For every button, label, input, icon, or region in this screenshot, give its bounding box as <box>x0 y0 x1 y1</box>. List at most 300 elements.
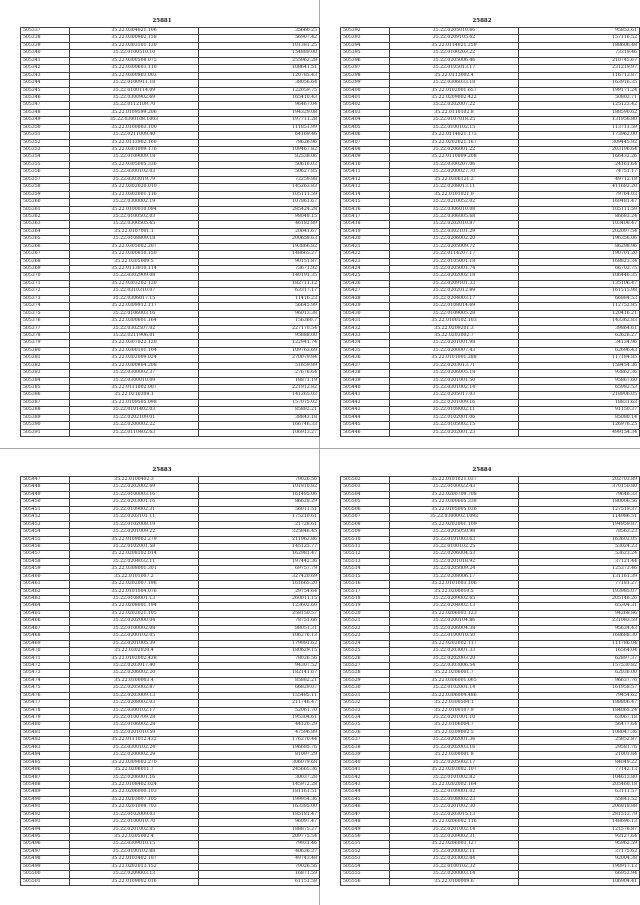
row-id-cell: 505536 <box>341 729 390 736</box>
table-row <box>341 414 640 421</box>
row-id-cell: 505463 <box>21 596 70 603</box>
row-id-cell: 505548 <box>341 819 390 826</box>
amount-cell: 255962.28 <box>199 57 320 64</box>
code-cell: 35.22.0300207.06 <box>390 161 519 168</box>
amount-cell: 11416.23 <box>199 295 320 302</box>
row-id-cell: 505357 <box>21 176 70 183</box>
row-id-cell: 505351 <box>21 132 70 139</box>
amount-cell: 218906.05 <box>519 392 640 399</box>
code-cell: 35.22.0109009.18 <box>70 154 199 161</box>
row-id-cell: 505373 <box>21 295 70 302</box>
amount-cell: 50627.85 <box>199 169 320 176</box>
amount-cell: 113711.59 <box>519 124 640 131</box>
code-cell: 35.22.0300508.075 <box>70 57 199 64</box>
block-title: 25884 <box>472 467 492 473</box>
row-id-cell: 505349 <box>21 117 70 124</box>
table-row <box>341 662 640 669</box>
code-cell: 35.22.0300102.24 <box>70 744 199 751</box>
row-id-cell: 505441 <box>341 392 390 399</box>
code-cell: 35.22.0102009.03 <box>70 811 199 818</box>
table-row <box>341 856 640 863</box>
table-row <box>21 147 320 154</box>
row-id-cell: 505477 <box>21 700 70 707</box>
table-row <box>21 191 320 198</box>
amount-cell: 63317.17 <box>199 288 320 295</box>
table-row <box>341 273 640 280</box>
code-cell: 35.22.0210052.02 <box>390 199 519 206</box>
table-row <box>341 737 640 744</box>
table-row <box>341 715 640 722</box>
table-row <box>21 109 320 116</box>
amount-cell: 56011.51 <box>199 506 320 513</box>
amount-cell: 66702.75 <box>519 266 640 273</box>
amount-cell: 185181.47 <box>199 811 320 818</box>
amount-cell: 84049.22 <box>519 759 640 766</box>
code-cell: 35.22.0109005.28 <box>390 310 519 317</box>
row-id-cell: 505446 <box>341 429 390 436</box>
code-cell: 35.22.0306004.486 <box>390 692 519 699</box>
table-row <box>341 759 640 766</box>
code-cell: 35.22.0202001.23 <box>390 429 519 436</box>
amount-cell: 327420.69 <box>199 573 320 580</box>
amount-cell: 64169.46 <box>199 132 320 139</box>
amount-cell: 111786.04 <box>519 640 640 647</box>
table-row <box>21 161 320 168</box>
amount-cell: 40636.37 <box>199 848 320 855</box>
amount-cell: 79026.56 <box>199 477 320 484</box>
amount-cell: 202703.89 <box>519 477 640 484</box>
row-id-cell: 505437 <box>341 362 390 369</box>
amount-cell: 197711.28 <box>199 117 320 124</box>
row-id-cell: 505364 <box>21 228 70 235</box>
amount-cell: 196356.06 <box>519 236 640 243</box>
row-id-cell: 505350 <box>21 124 70 131</box>
amount-cell: 309445.92 <box>519 139 640 146</box>
row-id-cell: 505551 <box>341 841 390 848</box>
amount-cell: 86683.24 <box>519 213 640 220</box>
code-cell: 35.22.0200007.43 <box>390 347 519 354</box>
code-cell: 35.22.0100010.094 <box>70 206 199 213</box>
code-cell: 35.22.0300603.110 <box>70 65 199 72</box>
code-cell: 35.22.0302020.4 <box>70 648 199 655</box>
table-row <box>21 796 320 803</box>
amount-cell: 161665.20 <box>199 581 320 588</box>
amount-cell: 103408.47 <box>519 221 640 228</box>
code-cell: 35.22.0101021.0 <box>390 191 519 198</box>
code-cell: 35.22.0209201.3 <box>390 325 519 332</box>
table-row <box>21 258 320 265</box>
table-row <box>341 491 640 498</box>
code-cell: 35.22.0100022.43 <box>390 484 519 491</box>
row-id-cell: 505405 <box>341 124 390 131</box>
code-cell: 35.22.0209105.62 <box>390 35 519 42</box>
amount-cell: 39864.61 <box>519 325 640 332</box>
table-row <box>341 161 640 168</box>
code-cell: 35.22.0110102.8 <box>390 109 519 116</box>
table-row <box>21 521 320 528</box>
row-id-cell: 505501 <box>21 878 70 885</box>
code-cell: 35.22.0300108.1003 <box>70 117 199 124</box>
table-row <box>341 863 640 870</box>
code-cell: 35.22.0300010.09 <box>70 377 199 384</box>
table-row <box>21 139 320 146</box>
amount-cell: 105111.59 <box>199 191 320 198</box>
amount-cell: 180629.15 <box>199 648 320 655</box>
table-row <box>341 65 640 72</box>
table-row <box>21 176 320 183</box>
code-cell: 35.22.0301009.176 <box>70 147 199 154</box>
table-row <box>21 573 320 580</box>
table-row <box>341 57 640 64</box>
code-cell: 35.22.0201001.50 <box>390 377 519 384</box>
amount-cell: 211746.47 <box>199 700 320 707</box>
amount-cell: 106446.35 <box>519 273 640 280</box>
amount-cell: 157116.52 <box>519 35 640 42</box>
row-id-cell: 505481 <box>21 729 70 736</box>
code-cell: 35.22.0110402.63 <box>70 429 199 436</box>
code-cell: 35.22.0200709.708 <box>390 491 519 498</box>
amount-cell: 94307.52 <box>199 662 320 669</box>
table-row <box>21 543 320 550</box>
row-id-cell: 505397 <box>341 65 390 72</box>
amount-cell: 90151.87 <box>199 258 320 265</box>
amount-cell: 180006.56 <box>519 499 640 506</box>
amount-cell: 46182.89 <box>199 221 320 228</box>
amount-cell: 127519.37 <box>519 506 640 513</box>
row-id-cell: 505506 <box>341 506 390 513</box>
table-row <box>341 707 640 714</box>
row-id-cell: 505372 <box>21 288 70 295</box>
table-row <box>341 722 640 729</box>
amount-cell: 156360.7 <box>199 318 320 325</box>
code-cell: 35.22.0306033.18 <box>390 80 519 87</box>
code-cell: 35.22.0305002.207 <box>70 243 199 250</box>
code-cell: 35.22.0200002.11 <box>390 848 519 855</box>
amount-cell: 62036.00 <box>519 670 640 677</box>
code-cell: 35.22.0202002.164 <box>390 781 519 788</box>
code-cell: 35.22.0113902.160 <box>70 139 199 146</box>
amount-cell: 86628.29 <box>199 499 320 506</box>
table-row <box>21 35 320 42</box>
table-row <box>21 737 320 744</box>
amount-cell: 109763.69 <box>199 347 320 354</box>
row-id-cell: 505404 <box>341 117 390 124</box>
row-id-cell: 505533 <box>341 707 390 714</box>
amount-cell: 199954.36 <box>199 796 320 803</box>
amount-cell: 79764.03 <box>519 191 640 198</box>
table-row <box>341 347 640 354</box>
row-id-cell: 505386 <box>21 392 70 399</box>
amount-cell: 285424.28 <box>199 206 320 213</box>
code-cell: 35.22.0102001.657 <box>390 87 519 94</box>
amount-cell: 154889.00 <box>199 50 320 57</box>
table-row <box>21 878 320 885</box>
amount-cell: 182141.67 <box>199 670 320 677</box>
row-id-cell: 505422 <box>341 251 390 258</box>
amount-cell: 231083.59 <box>519 618 640 625</box>
code-cell: 35.22.0105005.036 <box>390 506 519 513</box>
table-row <box>21 102 320 109</box>
table-row <box>21 377 320 384</box>
code-cell: 35.22.0309912.117 <box>70 303 199 310</box>
code-cell: 35.22.0101003.63 <box>390 536 519 543</box>
amount-cell: 108047.36 <box>519 729 640 736</box>
row-id-cell: 505440 <box>341 385 390 392</box>
row-id-cell: 505469 <box>21 640 70 647</box>
table-row <box>21 685 320 692</box>
row-id-cell: 505483 <box>21 744 70 751</box>
row-id-cell: 505341 <box>21 57 70 64</box>
amount-cell: 210745.67 <box>519 57 640 64</box>
code-cell: 35.22.0205010.66 <box>390 28 519 35</box>
amount-cell: 16564.04 <box>519 648 640 655</box>
amount-cell: 72259.88 <box>199 176 320 183</box>
amount-cell: 92004.38 <box>519 856 640 863</box>
row-id-cell: 505490 <box>21 796 70 803</box>
row-id-cell: 505353 <box>21 147 70 154</box>
amount-cell: 65983.53 <box>519 385 640 392</box>
code-cell: 35.22.0113010.114 <box>70 266 199 273</box>
amount-cell: 30037.28 <box>199 774 320 781</box>
row-id-cell: 505453 <box>21 521 70 528</box>
amount-cell: 62696.43 <box>519 347 640 354</box>
row-id-cell: 505409 <box>341 154 390 161</box>
amount-cell: 93127.64 <box>519 834 640 841</box>
table-row <box>341 94 640 101</box>
table-row <box>341 655 640 662</box>
code-cell: 35.22.0208002.03 <box>70 700 199 707</box>
row-id-cell: 505408 <box>341 147 390 154</box>
row-id-cell: 505462 <box>21 588 70 595</box>
code-cell: 35.22.0204003.17 <box>390 295 519 302</box>
table-row <box>21 213 320 220</box>
code-cell: 35.22.0100003.100 <box>70 124 199 131</box>
code-cell: 35.22.0211009.40 <box>70 132 199 139</box>
table-row <box>341 514 640 521</box>
amount-cell: 94268.86 <box>519 610 640 617</box>
table-row <box>21 57 320 64</box>
row-id-cell: 505407 <box>341 139 390 146</box>
row-id-cell: 505433 <box>341 332 390 339</box>
code-cell: 35.22.0302001.116 <box>70 191 199 198</box>
code-cell: 35.22.0300903.003 <box>70 72 199 79</box>
code-cell: 35.22.0100107.9 <box>390 707 519 714</box>
code-cell: 35.22.0310310.07 <box>70 288 199 295</box>
row-id-cell: 505452 <box>21 514 70 521</box>
amount-cell: 145972.28 <box>199 781 320 788</box>
code-cell: 35.22.0106004.7 <box>390 722 519 729</box>
table-row <box>341 774 640 781</box>
row-id-cell: 505383 <box>21 370 70 377</box>
row-id-cell: 505527 <box>341 662 390 669</box>
amount-cell: 125373.46 <box>519 566 640 573</box>
amount-cell: 122059.75 <box>199 87 320 94</box>
amount-cell: 106913.27 <box>199 429 320 436</box>
code-cell: 35.22.0109505.098 <box>70 399 199 406</box>
table-row <box>21 154 320 161</box>
amount-cell: 131161.39 <box>519 573 640 580</box>
row-id-cell: 505553 <box>341 856 390 863</box>
row-id-cell: 505390 <box>21 422 70 429</box>
amount-cell: 38056.64 <box>199 80 320 87</box>
table-row <box>21 834 320 841</box>
table-row <box>21 340 320 347</box>
table-row <box>21 588 320 595</box>
amount-cell: 85882.21 <box>199 677 320 684</box>
code-cell: 35.22.0203007.105 <box>70 796 199 803</box>
amount-cell: 190701.20 <box>519 251 640 258</box>
row-id-cell: 505431 <box>341 318 390 325</box>
amount-cell: 173962.00 <box>519 132 640 139</box>
table-row <box>21 662 320 669</box>
code-cell: 35.22.0307022.120 <box>70 340 199 347</box>
row-id-cell: 505529 <box>341 677 390 684</box>
row-id-cell: 505486 <box>21 767 70 774</box>
code-cell: 35.22.0105013.17 <box>390 65 519 72</box>
code-cell: 35.22.0103402.107 <box>70 856 199 863</box>
code-cell: 35.22.0203002.7 <box>390 332 519 339</box>
code-cell: 35.22.0206001.16 <box>70 774 199 781</box>
code-cell: 35.22.0203001.33 <box>390 648 519 655</box>
code-cell: 35.22.0206004.38 <box>390 625 519 632</box>
row-id-cell: 505423 <box>341 258 390 265</box>
table-block-2 <box>340 16 637 437</box>
table-row <box>341 332 640 339</box>
table-row <box>341 362 640 369</box>
row-id-cell: 505392 <box>341 28 390 35</box>
code-cell: 35.22.0100102.103 <box>390 318 519 325</box>
amount-cell: 95888.00 <box>199 332 320 339</box>
row-id-cell: 505456 <box>21 543 70 550</box>
amount-cell: 325846.45 <box>199 529 320 536</box>
code-cell: 35.22.0306017.15 <box>70 295 199 302</box>
amount-cell: 112752.85 <box>519 303 640 310</box>
table-row <box>21 707 320 714</box>
amount-cell: 55841.52 <box>519 796 640 803</box>
table-row <box>341 848 640 855</box>
code-cell: 35.22.0205006.46 <box>390 57 519 64</box>
row-id-cell: 505519 <box>341 603 390 610</box>
amount-cell: 93862.36 <box>519 370 640 377</box>
code-cell: 35.22.0203009.13 <box>70 692 199 699</box>
code-cell: 35.22.0107018.25 <box>390 117 519 124</box>
code-cell: 35.22.0101003.106 <box>390 581 519 588</box>
table-row <box>21 429 320 436</box>
amount-cell: 168688.30 <box>519 633 640 640</box>
row-id-cell: 505368 <box>21 258 70 265</box>
code-cell: 35.22.0100402.3 <box>70 477 199 484</box>
table-row <box>341 280 640 287</box>
code-cell: 35.22.0306001.065 <box>390 677 519 684</box>
table-row <box>21 407 320 414</box>
code-cell: 35.22.0200003.14 <box>390 871 519 878</box>
row-id-cell: 505337 <box>21 28 70 35</box>
row-id-cell: 505496 <box>21 841 70 848</box>
table-row <box>21 781 320 788</box>
table-row <box>341 543 640 550</box>
row-id-cell: 505370 <box>21 273 70 280</box>
code-cell: 35.22.0300003.4 <box>70 677 199 684</box>
row-id-cell: 505474 <box>21 677 70 684</box>
row-id-cell: 505556 <box>341 878 390 885</box>
amount-cell: 78751.66 <box>199 618 320 625</box>
row-id-cell: 505508 <box>341 521 390 528</box>
table-row <box>21 325 320 332</box>
code-cell: 35.22.0202000.04 <box>70 618 199 625</box>
amount-cell: 141265.03 <box>199 392 320 399</box>
table-row <box>341 407 640 414</box>
table-row <box>21 399 320 406</box>
amount-cell: 50616.03 <box>199 161 320 168</box>
table-row <box>21 318 320 325</box>
amount-cell: 51659.89 <box>199 362 320 369</box>
table-row <box>21 655 320 662</box>
row-id-cell: 505455 <box>21 536 70 543</box>
code-cell: 35.22.0200027.70 <box>390 169 519 176</box>
table-row <box>341 529 640 536</box>
amount-cell: 61151.58 <box>199 878 320 885</box>
table-row <box>21 332 320 339</box>
amount-cell: 56645.99 <box>199 303 320 310</box>
table-row <box>341 42 640 49</box>
row-id-cell: 505465 <box>21 610 70 617</box>
table-row <box>341 295 640 302</box>
table-row <box>341 551 640 558</box>
code-cell: 35.22.0111002.007 <box>70 385 199 392</box>
row-id-cell: 505449 <box>21 491 70 498</box>
table-row <box>341 377 640 384</box>
amount-cell: 205146.26 <box>519 596 640 603</box>
table-row <box>21 422 320 429</box>
amount-cell: 181161.51 <box>199 789 320 796</box>
code-cell: 35.22.0205002.17 <box>390 759 519 766</box>
row-id-cell: 505425 <box>341 273 390 280</box>
amount-cell: 131956.80 <box>519 117 640 124</box>
table-row <box>341 588 640 595</box>
data-table <box>20 27 320 437</box>
amount-cell: 163603.05 <box>519 536 640 543</box>
amount-cell: 499154.34 <box>519 429 640 436</box>
row-id-cell: 505524 <box>341 640 390 647</box>
code-cell: 35.22.0201010.59 <box>70 729 199 736</box>
amount-cell: 184065.24 <box>519 707 640 714</box>
row-id-cell: 505414 <box>341 191 390 198</box>
amount-cell: 206818.88 <box>519 804 640 811</box>
row-id-cell: 505467 <box>21 625 70 632</box>
row-id-cell: 505537 <box>341 737 390 744</box>
table-row <box>341 243 640 250</box>
amount-cell: 188590.62 <box>519 109 640 116</box>
table-row <box>341 251 640 258</box>
table-row <box>21 722 320 729</box>
amount-cell: 194959.87 <box>519 521 640 528</box>
code-cell: 35.22.0102008.19 <box>70 521 199 528</box>
row-id-cell: 505555 <box>341 871 390 878</box>
code-cell: 35.22.0108402.024 <box>70 781 199 788</box>
amount-cell: 188875.27 <box>199 826 320 833</box>
row-id-cell: 505464 <box>21 603 70 610</box>
amount-cell: 197442.36 <box>199 558 320 565</box>
table-row <box>341 834 640 841</box>
amount-cell: 85882.21 <box>199 407 320 414</box>
row-id-cell: 505355 <box>21 161 70 168</box>
row-id-cell: 505429 <box>341 303 390 310</box>
table-row <box>21 529 320 536</box>
row-id-cell: 505417 <box>341 213 390 220</box>
table-row <box>21 370 320 377</box>
amount-cell: 44120.29 <box>199 722 320 729</box>
amount-cell: 79931.46 <box>199 841 320 848</box>
